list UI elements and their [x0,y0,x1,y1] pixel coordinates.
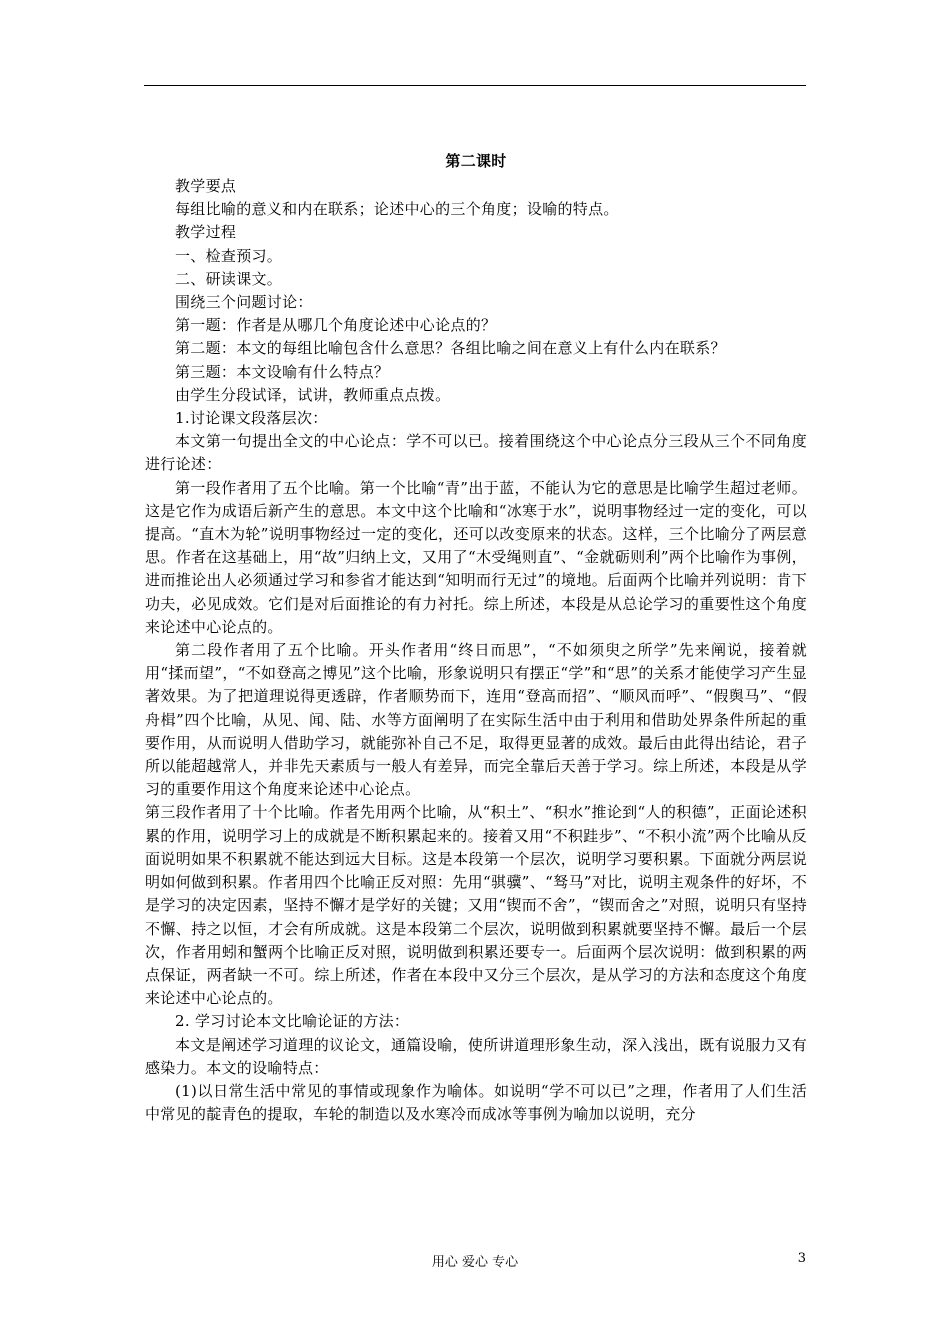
paragraph: (1)以日常生活中常见的事情或现象作为喻体。如说明“学不可以已”之理，作者用了人们生活中常见的靛青色的提取，车轮的制造以及水寒冷而成冰等事例为喻加以说明，充分 [145,1081,807,1124]
paragraph: 2. 学习讨论本文比喻论证的方法： [175,1012,410,1031]
footer-motto: 用心 爱心 专心 [431,1255,519,1270]
paragraph: 二、研读课文。 [175,269,283,288]
paragraph-list [145,175,807,1126]
header-rule [144,85,806,86]
paragraph: 第三段作者用了十个比喻。作者先用两个比喻，从“积土”、“积水”推论到“人的积德”，正面论述积累的作用，说明学习上的成就是不断积累起来的。接着又用“不积跬步”、“不积小流”两个比喻从反面说明如果不积累就不能达到远大目标。这是本段第一个层次，说明学习要积累。下面就分两层说明如何做到积累。作者用四个比喻正反对照：先用“骐骥”、“驽马”对比，说明主观条件的好坏，不是学习的决定因素，坚持不懈才是学好的关键；又用“锲而不舍”，“锲而舍之”对照，说明只有坚持不懈、持之以恒，才会有所成就。这是本段第二个层次，说明做到积累就要坚持不懈。最后一个层次，作者用蚓和蟹两个比喻正反对照，说明做到积累还要专一。后面两个层次说明：做到积累的两点保证，两者缺一不可。综上所述，作者在本段中又分三个层次，是从学习的方法和态度这个角度来论述中心论点的。 [145,803,807,1008]
paragraph: 每组比喻的意义和内在联系；论述中心的三个角度；设喻的特点。 [175,200,619,219]
paragraph: 一、检查预习。 [175,246,283,265]
paragraph: 教学要点 [175,177,237,195]
paragraph: 由学生分段试译，试讲，教师重点点拨。 [175,385,451,404]
paragraph: 第一题：作者是从哪几个角度论述中心论点的？ [175,316,497,335]
paragraph: 第三题：本文设喻有什么特点？ [175,362,390,381]
paragraph: 第二题：本文的每组比喻包含什么意思？各组比喻之间在意义上有什么内在联系？ [175,339,726,358]
document-body [145,150,807,1126]
paragraph: 教学过程 [175,223,237,242]
paragraph: 第二段作者用了五个比喻。开头作者用“终日而思”，“不如须臾之所学”先来阐说，接着就用“揉而望”，“不如登高之博见”这个比喻，形象说明只有摆正“学”和“思”的关系才能使学习产生显著效果。为了把道理说得更透辟，作者顺势而下，连用“登高而招”、“顺风而呼”、“假舆马”、“假舟楫”四个比喻，从见、闻、陆、水等方面阐明了在实际生活中由于利用和借助处界条件所起的重要作用，从而说明人借助学习，就能弥补自己不足，取得更显著的成效。最后由此得出结论，君子所以能超越常人，并非先天素质与一般人有差异，而完全靠后天善于学习。综上所述，本段是从学习的重要作用这个角度来论述中心论点。 [145,641,807,799]
paragraph: 第一段作者用了五个比喻。第一个比喻“青”出于蓝，不能认为它的意思是比喻学生超过老师。这是它作为成语后新产生的意思。本文中这个比喻和“冰寒于水”，说明事物经过一定的变化，可以提高。“直木为轮”说明事物经过一定的变化，还可以改变原来的状态。这样，三个比喻分了两层意思。作者在这基础上，用“故”归纳上文，又用了“木受绳则直”、“金就砺则利”两个比喻作为事例，进而推论出人必须通过学习和参省才能达到“知明而行无过”的境地。后面两个比喻并列说明：肯下功夫，必见成效。它们是对后面推论的有力衬托。综上所述，本段是从总论学习的重要性这个角度来论述中心论点的。 [145,478,807,636]
paragraph: 1.讨论课文段落层次： [175,409,328,428]
section-title: 第二课时 [445,152,507,170]
paragraph: 围绕三个问题讨论： [175,293,313,312]
paragraph: 本文是阐述学习道理的议论文，通篇设喻，使所讲道理形象生动，深入浅出，既有说服力又有感染力。本文的设喻特点： [145,1035,807,1077]
page-number: 3 [797,1251,806,1266]
paragraph: 本文第一句提出全文的中心论点：学不可以已。接着围绕这个中心论点分三段从三个不同角度进行论述： [145,432,807,474]
page-footer [0,1251,950,1271]
